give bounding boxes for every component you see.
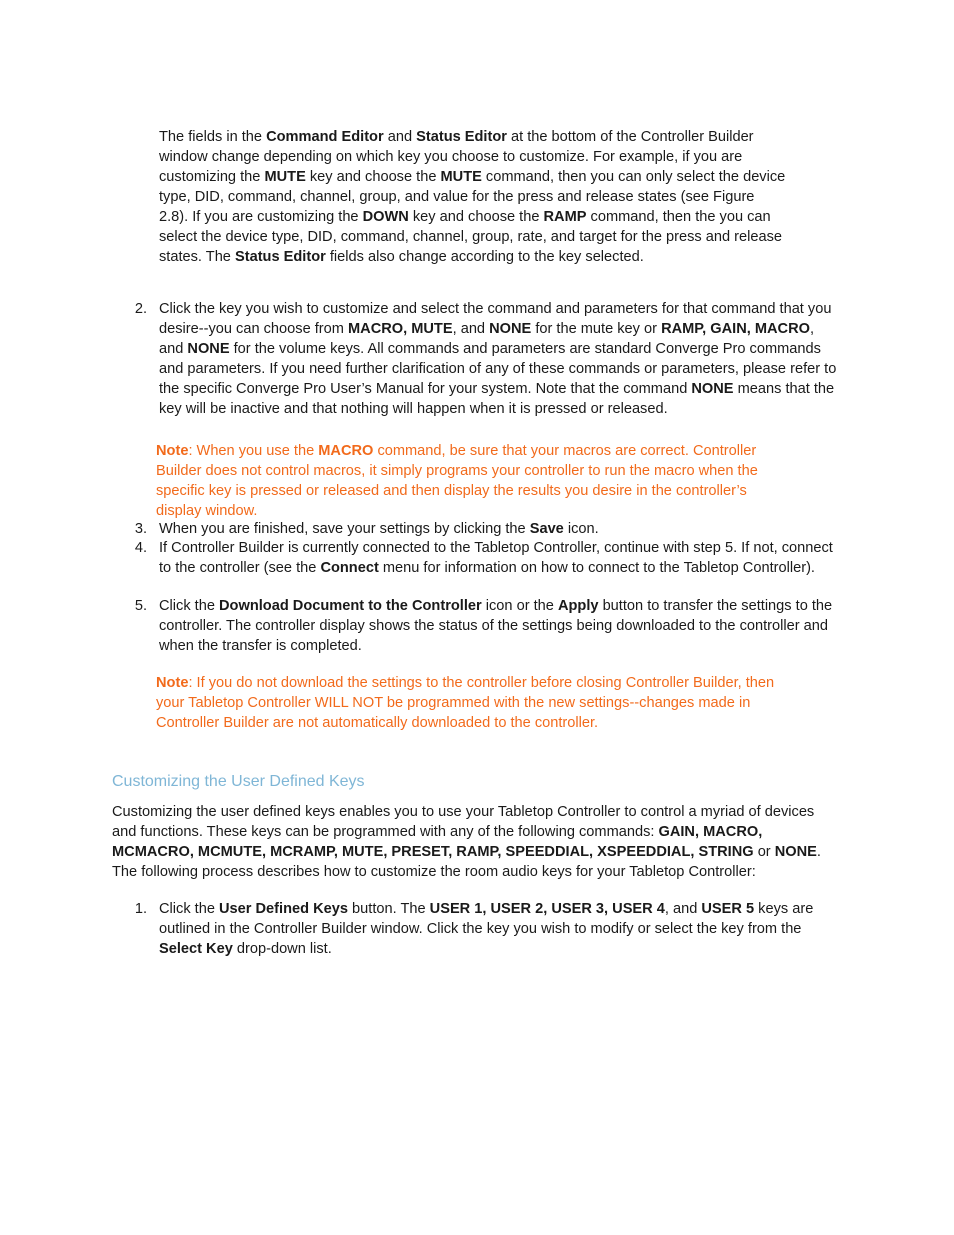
note-download <box>156 673 790 733</box>
bold-term: MACRO, MUTE <box>348 321 453 337</box>
bold-term: GAIN, MACRO, MCMACRO, MCMUTE, MCRAMP, MUTE, PRESET, RAMP, SPEEDDIAL, XSPEEDDIAL, STRING <box>112 824 763 860</box>
note-text: command, be sure that your macros are correct. Controller Builder does not control macros, it simply programs your controller to run the macro when the specific key is pressed or released and then display the results you desire in the controller’s display window. <box>156 443 758 519</box>
step-text: drop-down list. <box>232 941 332 957</box>
step-text: If Controller Builder is currently connected to the Tabletop Controller, continue with step 5. If not, connect to the controller (see the <box>159 540 833 576</box>
bold-term: RAMP <box>543 209 587 225</box>
step-text: for the volume keys. All commands and parameters are standard Converge Pro commands and parameters. If you need further clarification of any of these commands or parameters, please refer to the specific Converge Pro User’s Manual for your system. Note that the command <box>159 341 837 397</box>
step-text: for the mute key or <box>531 321 662 337</box>
step-text: , and <box>159 321 815 357</box>
intro-text: fields also change according to the key selected. <box>325 249 644 265</box>
note-macro <box>156 441 784 521</box>
bold-term: USER 5 <box>701 901 755 917</box>
bold-term: Status Editor <box>416 129 507 145</box>
para-text: Customizing the user defined keys enables you to use your Tabletop Controller to control a myriad of devices and functions. These keys can be programmed with any of the following commands: <box>112 804 815 840</box>
step-text: icon. <box>563 521 599 537</box>
bold-term: RAMP, GAIN, MACRO <box>661 321 810 337</box>
list-number: 1. <box>134 901 147 917</box>
bold-term: NONE <box>774 844 817 860</box>
note-label: Note <box>156 443 189 459</box>
step-5-text <box>159 596 841 656</box>
bold-term: Command Editor <box>266 129 384 145</box>
step-text: Click the key you wish to customize and select the command and parameters for that command that you desire--you can choose from <box>159 301 832 337</box>
bold-term: MACRO <box>318 443 374 459</box>
bold-term: NONE <box>489 321 532 337</box>
bold-term: NONE <box>187 341 230 357</box>
step-1-text <box>159 899 841 959</box>
step-text: menu for information on how to connect to the Tabletop Controller). <box>378 560 815 576</box>
intro-text: at the bottom of the Controller Builder window change depending on which key you choose to customize. For example, if you are customizing the <box>159 129 754 185</box>
para-text: or <box>753 844 775 860</box>
note-text: : If you do not download the settings to the controller before closing Controller Builder, then your Tabletop Controller WILL NOT be programmed with the new settings--changes made in Controller Builder are not automatically downloaded to the controller. <box>156 675 775 731</box>
intro-text: key and choose the <box>305 169 441 185</box>
para-text: . The following process describes how to customize the room audio keys for your Tabletop Controller: <box>112 844 821 880</box>
list-number: 5. <box>134 598 147 614</box>
bold-term: Select Key <box>159 941 233 957</box>
step-3-text <box>159 519 841 539</box>
bold-term: MUTE <box>440 169 482 185</box>
bold-term: Apply <box>557 598 599 614</box>
bold-term: Connect <box>320 560 379 576</box>
intro-text: and <box>383 129 417 145</box>
bold-term: Save <box>529 521 564 537</box>
section-paragraph <box>112 802 842 882</box>
bold-term: MUTE <box>264 169 306 185</box>
step-text: When you are finished, save your settings by clicking the <box>159 521 530 537</box>
step-2-text <box>159 299 841 419</box>
intro-text: The fields in the <box>159 129 267 145</box>
step-text: icon or the <box>481 598 558 614</box>
step-4-text <box>159 538 837 578</box>
step-text: Click the <box>159 901 220 917</box>
step-text: button to transfer the settings to the controller. The controller display shows the status of the settings being downloaded to the controller and when the transfer is completed. <box>159 598 833 654</box>
intro-text: key and choose the <box>408 209 544 225</box>
intro-text: command, then you can only select the device type, DID, command, channel, group, and value for the press and release states (see Figure 2.8). If you are customizing the <box>159 169 786 225</box>
step-text: , and <box>664 901 702 917</box>
intro-paragraph <box>159 127 787 267</box>
step-text: Click the <box>159 598 220 614</box>
list-number: 3. <box>134 521 147 537</box>
step-text: keys are outlined in the Controller Builder window. Click the key you wish to modify or select the key from the <box>159 901 814 937</box>
bold-term: User Defined Keys <box>219 901 348 917</box>
bold-term: Status Editor <box>234 249 326 265</box>
bold-term: USER 1, USER 2, USER 3, USER 4 <box>429 901 665 917</box>
section-heading: Customizing the User Defined Keys <box>112 773 365 790</box>
list-number: 2. <box>134 301 147 317</box>
note-label: Note <box>156 675 189 691</box>
bold-term: Download Document to the Controller <box>219 598 482 614</box>
note-text: : When you use the <box>188 443 319 459</box>
intro-text: command, then the you can select the device type, DID, command, channel, group, rate, and target for the press and release states. The <box>159 209 783 265</box>
list-number: 4. <box>134 540 147 556</box>
step-text: means that the key will be inactive and that nothing will happen when it is pressed or released. <box>159 381 835 417</box>
step-text: button. The <box>347 901 430 917</box>
step-text: , and <box>452 321 490 337</box>
bold-term: NONE <box>691 381 734 397</box>
bold-term: DOWN <box>362 209 409 225</box>
